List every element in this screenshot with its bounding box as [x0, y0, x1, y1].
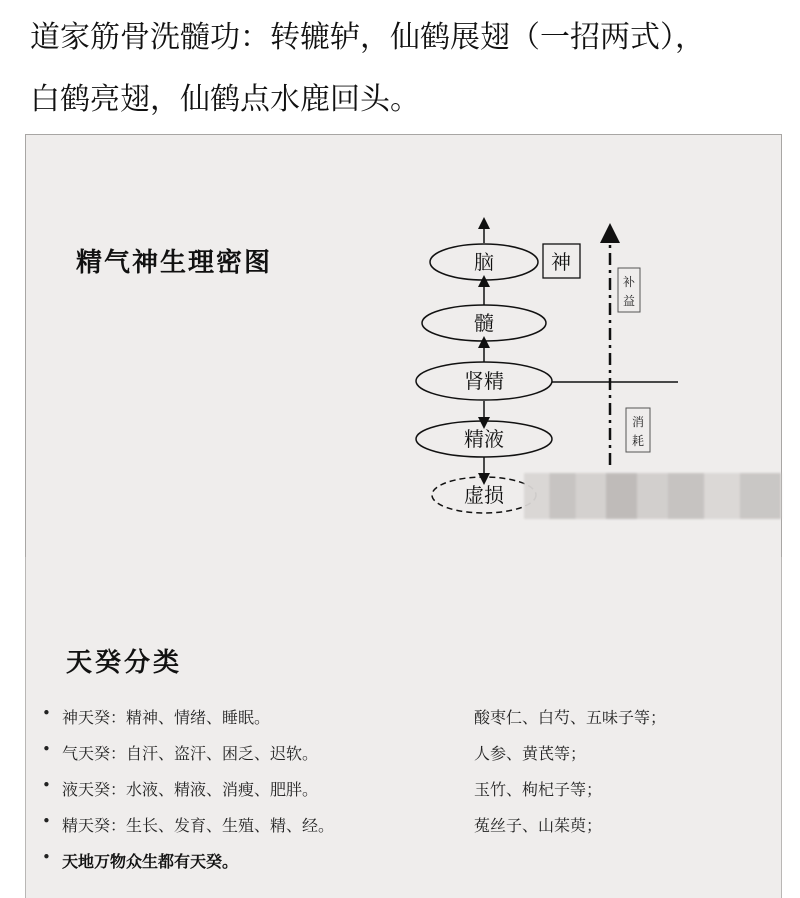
node-marrow-label: 髓 [474, 311, 494, 335]
slide-title: 精气神生理密图 [76, 248, 273, 278]
node-fluid-label: 精液 [464, 427, 504, 451]
bullet-icon: • [42, 740, 51, 758]
list-item-category: 神天癸：精神、情绪、睡眠。 [62, 708, 271, 727]
bullet-icon: • [42, 812, 51, 830]
supplement-char-1: 补 [622, 275, 636, 289]
node-deficiency-label: 虚损 [464, 483, 504, 507]
post-text-line-2: 白鹤亮翅，仙鹤点水鹿回头。 [30, 82, 420, 117]
list-item-herbs: 酸枣仁、白芍、五味子等； [474, 708, 667, 727]
list-item-herbs: 菟丝子、山茱萸； [474, 816, 603, 835]
bullet-icon: • [42, 704, 51, 722]
bullet-icon: • [42, 776, 51, 794]
bullet-icon: • [42, 848, 51, 866]
list-item-category: 液天癸：水液、精液、消瘦、肥胖。 [62, 780, 319, 799]
consume-char-2: 耗 [631, 434, 645, 448]
shen-label: 神 [551, 250, 571, 274]
list-item-category: 天地万物众生都有天癸。 [62, 852, 239, 871]
consume-char-1: 消 [631, 415, 645, 429]
slide-jing-qi-shen [25, 134, 782, 559]
list-item-category: 气天癸：自汗、盗汗、困乏、迟软。 [62, 744, 319, 763]
node-kidney-label: 肾精 [464, 369, 504, 393]
list-item-category: 精天癸：生长、发育、生殖、精、经。 [62, 816, 335, 835]
post-text-line-1: 道家筋骨洗髓功：转辘轳，仙鹤展翅（一招两式）， [30, 20, 705, 55]
supplement-char-2: 益 [622, 294, 636, 308]
list-item-herbs: 人参、黄芪等； [474, 744, 587, 763]
node-brain-label: 脑 [474, 250, 494, 274]
slide-tian-gui-classification [25, 557, 782, 898]
slide-title: 天癸分类 [66, 648, 183, 678]
list-item-herbs: 玉竹、枸杞子等； [474, 780, 603, 799]
mosaic-watermark [524, 473, 781, 519]
